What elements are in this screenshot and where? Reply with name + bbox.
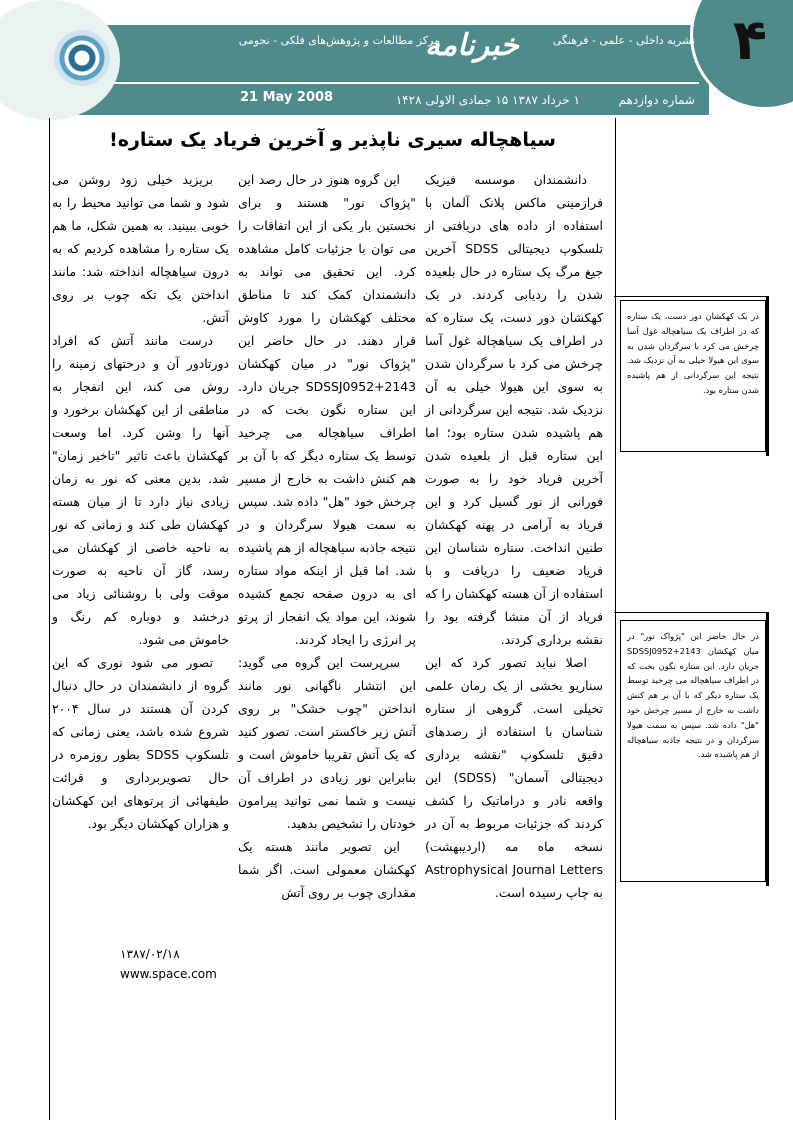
article-date: ۱۳۸۷/۰۲/۱۸	[120, 947, 180, 961]
paragraph: تصور می شود نوری که این گروه از دانشمندان در حال دنبال کردن آن هستند در سال ۲۰۰۴ شروع شده باشد، یعنی زمانی که تلسکوپ SDSS بطور روزمره در حال تصویربرداری و قرائت طیفهائی از پرتوهای این کهکشان و هزاران کهکشان دیگر بود.	[52, 655, 230, 831]
article-column-middle	[238, 168, 416, 904]
issue-number: شماره دوازدهم	[618, 93, 695, 107]
date-persian: ۱ خرداد ۱۳۸۷ ۱۵ جمادی الاولی ۱۴۲۸	[395, 93, 580, 107]
paragraph: این گروه هنوز در حال رصد این "پژواک نور" هستند و برای نخستین بار یکی از این اتفاقات را می توان با جزئیات کامل مشاهده کرد. این تحقیق می تواند به دانشمندان کمک کند تا مناطق مختلف کهکشان را مورد کاوش قرار دهند. در حال حاضر این "پژواک نور" در میان کهکشان SDSSJ0952+2143 جریان دارد. این ستاره نگون بخت که در اطراف سیاهچاله می چرخید توسط یک ستاره دیگر که با آن بر هم کنش داشت به خارج از مسیر چرخش خود "هل" داده شد. سپس به سمت هیولا سرگردان و در نتیجه جاذبه سیاهچاله از هم پاشیده شد. اما قبل از اینکه مواد ستاره ای به درون صفحه تجمع کشیده شوند، این مواد یک انفجار از پرتو پر انرژی را ایجاد کردند.	[238, 172, 416, 647]
logo-rings-icon	[54, 30, 110, 86]
paragraph: سرپرست این گروه می گوید: این انتشار ناگهانی نور مانند انداختن "چوب خشک" بر روی آتش زیر خاکستر است. تصور کنید که یک آتش تقریبا خاموش است و بنابراین نور زیادی در اطراف آن نیست و شما نمی توانید پیرامون خودتان را تشخیص بدهید.	[238, 655, 416, 831]
magazine-logo: خبرنامه	[425, 28, 519, 63]
publication-tagline: نشریه داخلی - علمی - فرهنگی	[552, 34, 695, 47]
note-shadow	[614, 612, 766, 613]
article-column-right	[425, 168, 603, 904]
paragraph: این تصویر مانند هسته یک کهکشان معمولی است. اگر شما مقداری چوب بر روی آتش	[238, 839, 416, 900]
date-english: 21 May 2008	[240, 90, 334, 105]
note-shadow	[614, 296, 766, 297]
paragraph: دانشمندان موسسه فیزیک فرازمینی ماکس پلانک آلمان با استفاده از داده های دریافتی از تلسکوپ دیجیتالی SDSS آخرین جیغ مرگ یک ستاره در حال بلعیده شدن را ردیابی کردند. در یک کهکشان دور دست، یک ستاره که در اطراف یک سیاهچاله غول آسا چرخش می کرد با سرگردان شدن به سوی این هیولا خیلی به آن نزدیک شد. نتیجه این سرگردانی از هم پاشیده شدن ستاره بود؛ اما این ستاره قبل از بلعیده شدن آخرین فریاد خود را به صورت فورانی از نور گسیل کرد و این فریاد به آرامی در پهنه کهکشان طنین انداخت. ستاره شناسان این فریاد ضعیف را دریافت و با استفاده از آن هسته کهکشان را که فریاد از آن منشا گرفته بود را نقشه برداری کردند.	[425, 172, 603, 647]
article-signature	[120, 944, 217, 984]
paragraph: درست مانند آتش که افراد دورتادور آن و درختهای زمینه را روش می کند، این انفجار به مناطقی از این کهکشان برخورد و آنها را وشن کرد. اما وسعت کهکشان باعث تاثیر "تاخیر زمان" شد. بدین معنی که نور به زمان زیادی نیاز دارد تا از میان هسته کهکشان طی کند و زمانی که نور به ناحیه خاصی از کهکشان می رسد، گاز آن ناحیه به صورت موقت ولی با روشنائی زیاد می درخشد و دوباره کم رنگ و خاموش می شود.	[52, 333, 229, 647]
pull-quote-1: در یک کهکشان دور دست، یک ستاره که در اطراف یک سیاهچاله غول آسا چرخش می کرد با سرگردان شدن به سوی این هیولا خیلی به آن نزدیک شد. نتیجه این سرگردانی از هم پاشیده شدن ستاره بود.	[620, 300, 766, 452]
article-source: www.space.com	[120, 967, 217, 981]
page-number: ۴	[732, 8, 768, 73]
article-title: سیاهچاله سیری ناپذیر و آخرین فریاد یک ستاره!	[109, 129, 556, 151]
note-shadow	[766, 612, 769, 886]
paragraph: بریزید خیلی زود روشن می شود و شما می توانید محیط را به خوبی ببینید. به همین شکل، ما هم یک ستاره را مشاهده کردیم که به درون سیاهچاله انداخته شد: مانند انداختن یک تکه چوب بر روی آتش.	[52, 172, 229, 325]
center-name: مرکز مطالعات و پژوهش‌های فلکی - نجومی	[238, 34, 440, 47]
header-divider	[49, 82, 699, 84]
note-shadow	[766, 296, 769, 456]
article-column-left	[52, 168, 229, 835]
paragraph: اصلا نباید تصور کرد که این سناریو بخشی از یک رمان علمی تخیلی است. گروهی از ستاره شناسان با استفاده از رصدهای دقیق تلسکوپ "نقشه برداری دیجیتالی آسمان" (SDSS) این واقعه نادر و دراماتیک را کشف کردند که جزئیات مربوط به آن در نسخه ماه مه (اردیبهشت) Astrophysical Journal Letters به چاپ رسیده است.	[425, 655, 603, 900]
pull-quote-2: در حال حاضر این "پژواک نور" در میان کهکشان SDSSJ0952+2143 جریان دارد. این ستاره نگون بخت که در اطراف سیاهچاله می چرخید توسط یک ستاره دیگر که با آن بر هم کنش داشت به خارج از مسیر چرخش خود "هل" داده شد. سپس به سمت هیولا سرگردان و در نتیجه جاذبه سیاهچاله از هم پاشیده شد.	[620, 620, 766, 882]
